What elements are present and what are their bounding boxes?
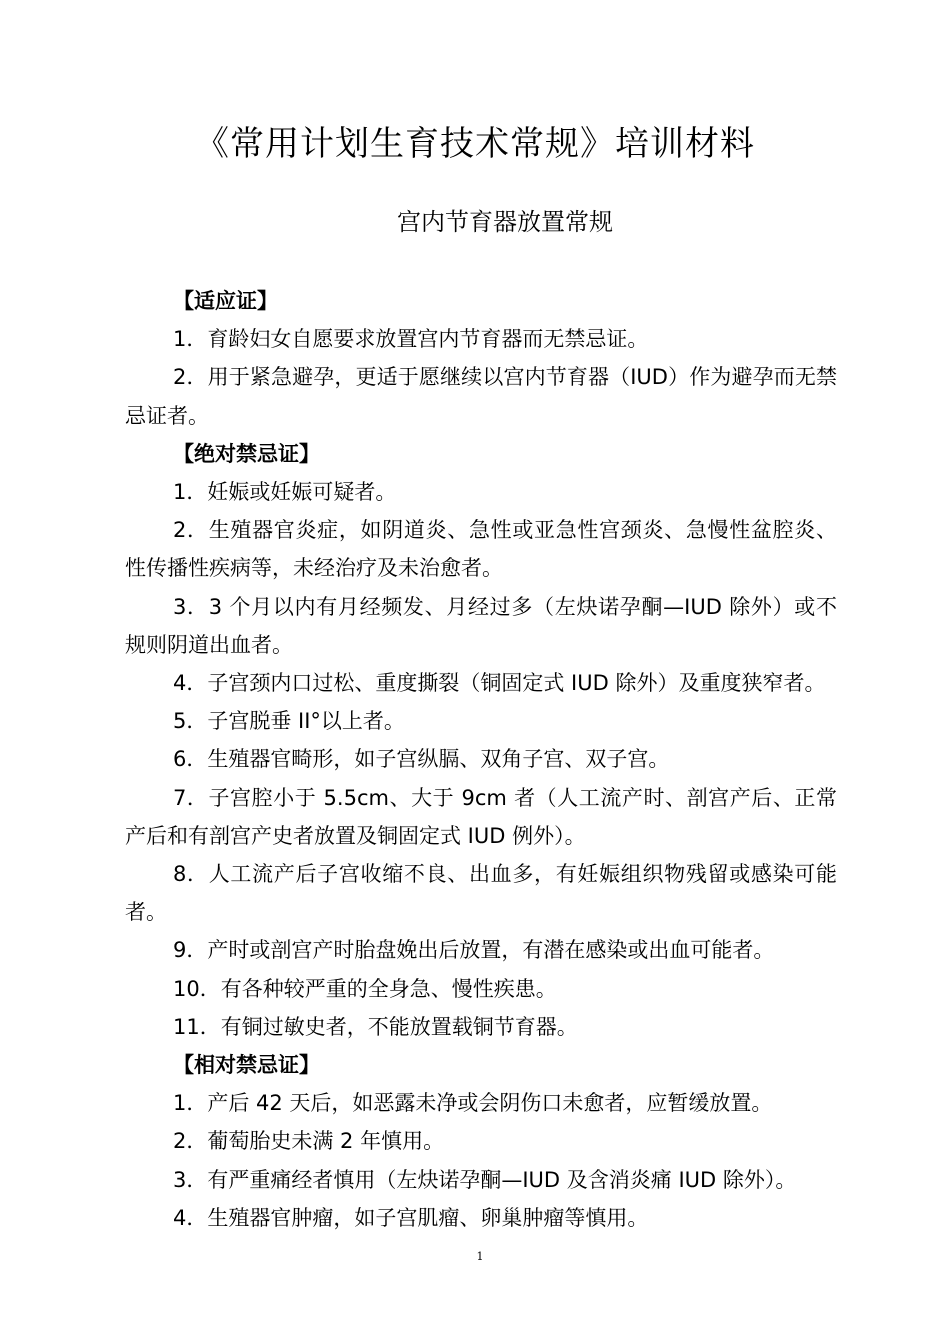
list-item: 1．产后 42 天后，如恶露未净或会阴伤口未愈者，应暂缓放置。 (173, 1091, 773, 1116)
page-number: 1 (476, 1250, 484, 1263)
list-item: 10．有各种较严重的全身急、慢性疾患。 (173, 976, 557, 1001)
list-item: 4．生殖器官肿瘤，如子宫肌瘤、卵巢肿瘤等慎用。 (173, 1205, 649, 1230)
list-item: 1．育龄妇女自愿要求放置宫内节育器而无禁忌证。 (173, 327, 649, 352)
list-item: 2．用于紧急避孕，更适于愿继续以宫内节育器（IUD）作为避孕而无禁忌证者。 (125, 365, 837, 428)
section-heading-absolute-contraindications: 【绝对禁忌证】 (173, 441, 320, 466)
list-item: 7．子宫腔小于 5.5cm、大于 9cm 者（人工流产时、剖宫产后、正常产后和有剖宫产史者放置及铜固定式 IUD 例外）。 (125, 785, 837, 848)
list-item: 1．妊娠或妊娠可疑者。 (173, 480, 397, 505)
list-item: 8．人工流产后子宫收缩不良、出血多，有妊娠组织物残留或感染可能者。 (125, 862, 837, 925)
list-item: 2．生殖器官炎症，如阴道炎、急性或亚急性宫颈炎、急慢性盆腔炎、性传播性疾病等，未经治疗及未治愈者。 (125, 518, 837, 581)
list-item: 9．产时或剖宫产时胎盘娩出后放置，有潜在感染或出血可能者。 (173, 938, 775, 963)
list-item: 5．子宫脱垂 II°以上者。 (173, 709, 405, 734)
list-item: 3．3 个月以内有月经频发、月经过多（左炔诺孕酮—IUD 除外）或不规则阴道出血者。 (125, 594, 837, 657)
list-item: 4．子宫颈内口过松、重度撕裂（铜固定式 IUD 除外）及重度狭窄者。 (173, 671, 826, 696)
list-item: 11．有铜过敏史者，不能放置载铜节育器。 (173, 1014, 578, 1039)
document-body (125, 282, 837, 1237)
document-title: 《常用计划生育技术常规》培训材料 (195, 124, 755, 164)
document-subtitle: 宫内节育器放置常规 (397, 208, 613, 236)
list-item: 6．生殖器官畸形，如子宫纵膈、双角子宫、双子宫。 (173, 747, 670, 772)
section-heading-indications: 【适应证】 (173, 289, 278, 313)
list-item: 3．有严重痛经者慎用（左炔诺孕酮—IUD 及含消炎痛 IUD 除外）。 (173, 1167, 797, 1192)
list-item: 2．葡萄胎史未满 2 年慎用。 (173, 1129, 445, 1154)
section-heading-relative-contraindications: 【相对禁忌证】 (173, 1053, 320, 1078)
